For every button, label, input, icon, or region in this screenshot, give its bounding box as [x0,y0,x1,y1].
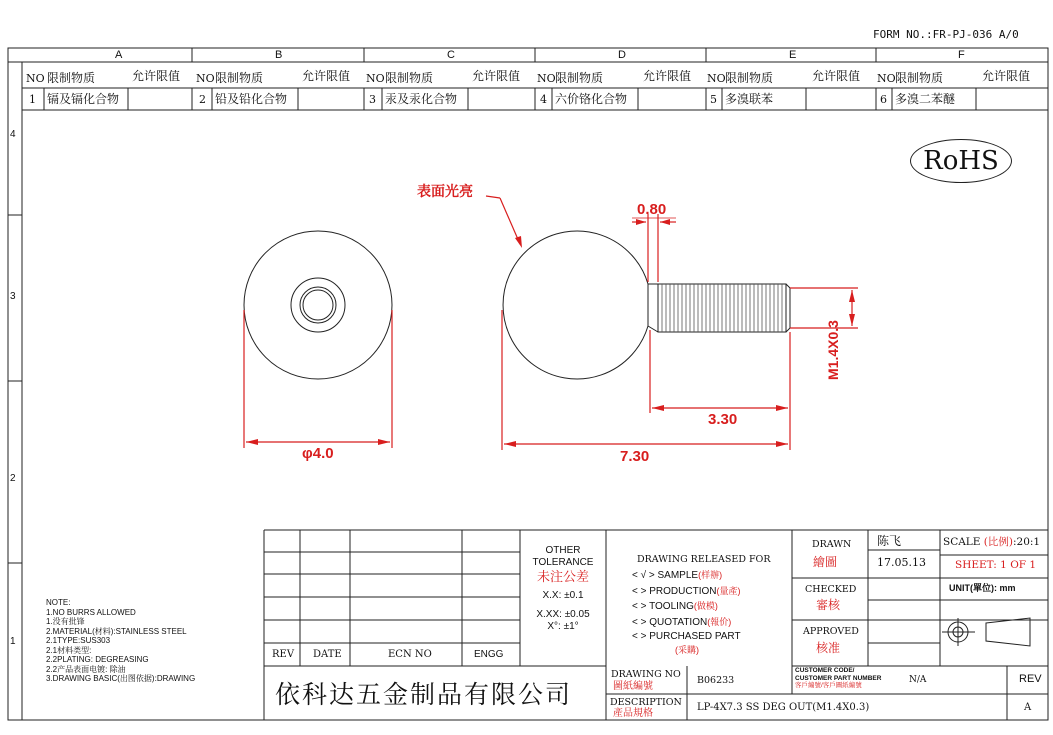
engg-col: ENGG [474,649,504,660]
col-substance: 限制物质 [215,71,264,85]
note-line: 3.DRAWING BASIC(出图依据):DRAWING [46,674,196,683]
substance-name: 多溴二苯醚 [895,92,956,106]
substance-no: 6 [880,93,887,106]
substance-name: 六价铬化合物 [555,92,628,106]
note-line: 2.2PLATING: DEGREASING [46,655,149,664]
dim-thread-length: 3.30 [708,411,738,428]
col-no: NO [707,72,726,85]
col-substance: 限制物质 [385,71,434,85]
front-view [244,231,392,379]
col-no: NO [366,72,385,85]
description-cn: 產品規格 [613,708,653,719]
unit-label: UNIT(單位): mm [949,583,1016,593]
col-limit: 允许限值 [982,69,1031,83]
col-no: NO [537,72,556,85]
note-line: 2.2产品表面电镀: 除油 [46,664,126,674]
zone-col-a: A [115,49,123,61]
tolerance-deg: X°: ±1° [547,621,579,632]
substance-name: 多溴联苯 [725,92,774,106]
col-substance: 限制物质 [47,71,96,85]
tolerance-x2: X.XX: ±0.05 [536,609,590,620]
substance-name: 镉及镉化合物 [47,92,120,106]
drawing-no-value: B06233 [697,675,735,686]
zone-col-c: C [447,49,455,61]
release-purchased-cn: (采購) [675,644,699,655]
dim-total-length: 7.30 [620,448,650,465]
note-line: 2.1材料类型: [46,645,92,655]
zone-col-e: E [789,49,797,61]
zone-col-b: B [275,49,283,61]
checked-label: CHECKED [805,584,857,595]
zone-row-3: 3 [10,291,16,302]
drawn-label: DRAWN [812,539,852,550]
tolerance-x1: X.X: ±0.1 [542,590,584,601]
note-line: 1.NO BURRS ALLOWED [46,607,136,617]
substance-name: 汞及汞化合物 [385,92,458,106]
col-no: NO [26,72,45,85]
surface-finish-note: 表面光亮 [417,184,473,200]
rohs-badge: RoHS [910,139,1012,183]
col-substance: 限制物质 [555,71,604,85]
substance-name: 铅及铅化合物 [215,92,288,106]
sheet-number: SHEET: 1 OF 1 [955,559,1037,571]
zone-row-1: 1 [10,636,16,647]
rev-label: REV [1019,673,1042,685]
col-substance: 限制物质 [895,71,944,85]
release-purchased: < > PURCHASED PART [632,631,741,642]
col-limit: 允许限值 [132,69,181,83]
zone-row-4: 4 [10,129,16,140]
description-value: LP-4X7.3 SS DEG OUT(M1.4X0.3) [697,702,870,713]
col-limit: 允许限值 [302,69,351,83]
note-line: 1.没有批锋 [46,617,85,626]
approved-cn: 核准 [816,641,841,655]
dim-diameter: φ4.0 [302,445,334,462]
description-label: DESCRIPTION [610,697,682,708]
checked-cn: 審核 [816,598,841,612]
note-line: NOTE: [46,598,71,607]
col-no: NO [877,72,896,85]
ecn-col: ECN NO [388,649,432,660]
restricted-table-grid [44,88,976,110]
drawn-date: 17.05.13 [877,556,926,569]
zone-col-f: F [958,49,965,61]
customer-code-value: N/A [909,675,927,685]
col-limit: 允许限值 [812,69,861,83]
drawing-no-cn: 圖紙編號 [613,681,653,692]
notes-block [46,598,195,684]
drawn-cn: 繪圖 [813,555,838,569]
substance-no: 2 [199,93,206,106]
company-name: 依科达五金制品有限公司 [275,680,573,709]
release-production: < > PRODUCTION(量產) [632,585,741,597]
substance-no: 5 [710,93,717,106]
drawn-name: 陈飞 [877,534,902,548]
col-limit: 允许限值 [643,69,692,83]
tolerance-cn: 未注公差 [536,569,589,584]
tolerance-block [520,545,606,633]
release-tooling: < > TOOLING(做模) [632,601,718,612]
tolerance-title: OTHER [545,545,581,556]
zone-col-d: D [618,49,626,61]
drawing-no-label: DRAWING NO [611,669,681,680]
customer-code-label: CUSTOMER CODE/ CUSTOMER PART NUMBER 客戶編號/客戶圖紙編號 [795,667,882,689]
form-number: FORM NO.:FR-PJ-036 A/0 [873,28,1019,41]
col-no: NO [196,72,215,85]
substance-no: 1 [29,93,36,106]
projection-symbol [942,618,1030,646]
thread-hatching [662,284,782,332]
dim-head-thickness: 0.80 [637,201,667,218]
scale-label: SCALE (比例):20:1 [943,536,1041,548]
col-limit: 允许限值 [472,69,521,83]
date-col: DATE [313,649,342,660]
dim-thread-spec: M1.4X0.3 [825,320,841,380]
release-sample: < √ > SAMPLE(样辦) [632,570,723,581]
side-view [503,231,790,379]
tolerance-title: TOLERANCE [532,557,594,568]
note-line: 2.MATERIAL(材料):STAINLESS STEEL [46,626,187,636]
approved-label: APPROVED [803,626,859,637]
note-line: 2.1TYPE:SUS303 [46,636,111,645]
release-title: DRAWING RELEASED FOR [637,554,771,565]
rev-value: A [1024,702,1032,713]
release-quotation: < > QUOTATION(報价) [632,616,732,628]
col-substance: 限制物质 [725,71,774,85]
substance-no: 3 [369,93,376,106]
zone-row-2: 2 [10,473,16,484]
rev-col: REV [272,649,295,660]
release-list [632,568,742,655]
substance-no: 4 [540,93,547,106]
